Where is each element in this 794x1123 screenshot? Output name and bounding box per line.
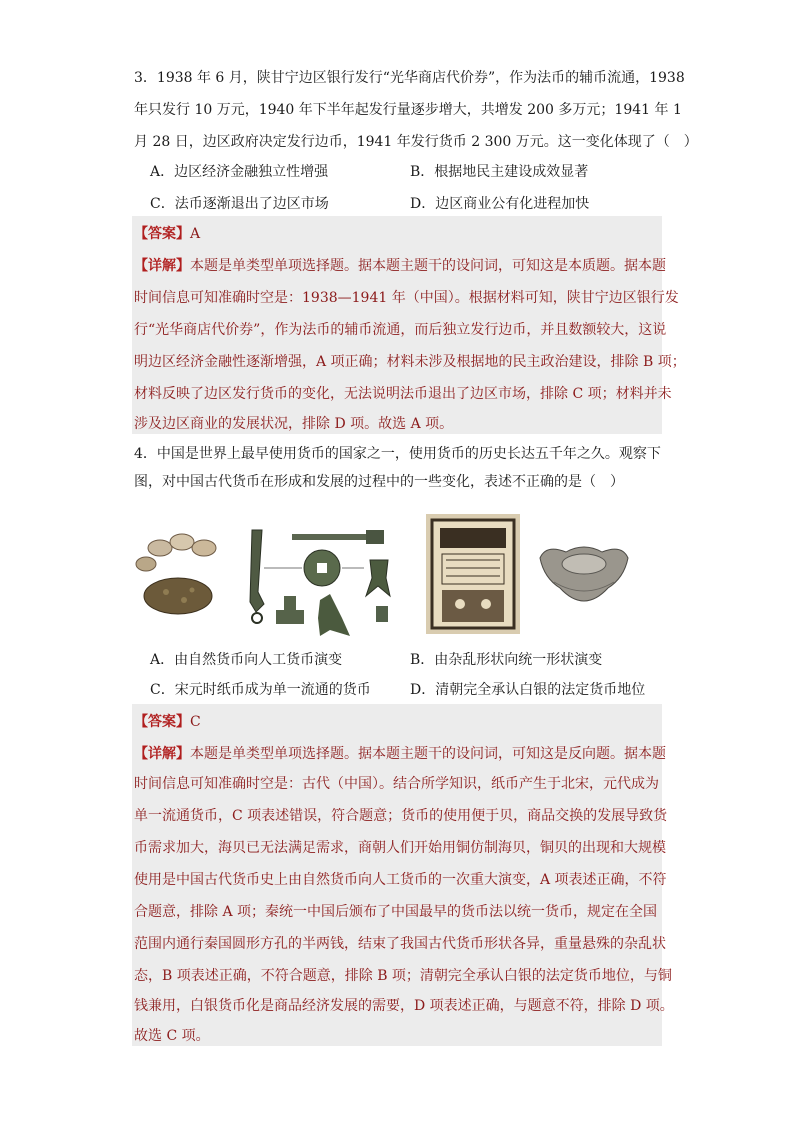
q3-explain-line-1 bbox=[134, 256, 666, 276]
q3-explain-line-4: 明边区经济金融性逐渐增强，A 项正确；材料未涉及根据地的民主政治建设，排除 B 项； bbox=[134, 354, 686, 370]
q4-answer bbox=[134, 712, 201, 732]
q3-option-d: D．边区商业公有化进程加快 bbox=[410, 196, 590, 212]
q4-explain-line-6: 合题意，排除 A 项；秦统一中国后颁布了中国最早的货币法以统一货币，规定在全国 bbox=[134, 904, 658, 920]
q4-explain-line-7: 范围内通行秦国圆形方孔的半两钱，结束了我国古代货币形状各异，重量悬殊的杂乱状 bbox=[134, 936, 666, 952]
q4-explain-line-2: 时间信息可知准确时空是：古代（中国）。结合所学知识，纸币产生于北宋，元代成为 bbox=[134, 776, 659, 792]
q4-explain-line-5: 使用是中国古代货币史上由自然货币向人工货币的一次重大演变，A 项表述正确，不符 bbox=[134, 872, 667, 888]
q4-option-c: C．宋元时纸币成为单一流通的货币 bbox=[150, 682, 371, 698]
q3-stem-line-2: 年只发行 10 万元，1940 年下半年起发行量逐步增大，共增发 200 多万元；1941 年 1 bbox=[134, 102, 682, 118]
q3-option-b: B．根据地民主建设成效显著 bbox=[410, 164, 589, 180]
shells-image bbox=[132, 528, 228, 618]
q4-answer-value: C bbox=[190, 714, 201, 730]
q4-explain-line-9: 钱兼用，白银货币化是商品经济发展的需要，D 项表述正确，与题意不符，排除 D 项。 bbox=[134, 998, 674, 1014]
q3-explain-text-1: 本题是单类型单项选择题。据本题主题干的设问词，可知这是本质题。据本题 bbox=[190, 258, 666, 274]
q3-option-a: A．边区经济金融独立性增强 bbox=[150, 164, 329, 180]
q3-explain-line-3: 行“光华商店代价券”，作为法币的辅币流通，而后独立发行边币，并且数额较大，这说 bbox=[134, 322, 667, 338]
q3-stem-line-3: 月 28 日，边区政府决定发行边币，1941 年发行货币 2 300 万元。这一变化体现了（ ） bbox=[134, 134, 698, 150]
q4-explain-line-10: 故选 C 项。 bbox=[134, 1028, 210, 1044]
q3-answer bbox=[134, 224, 200, 244]
q4-explain-line-3: 单一流通货币，C 项表述错误，符合题意；货币的使用便于贝，商品交换的发展导致货 bbox=[134, 808, 668, 824]
q3-stem-line-1: 3．1938 年 6 月，陕甘宁边区银行发行“光华商店代价券”，作为法币的辅币流通，1938 bbox=[134, 70, 685, 86]
ancient-coins-image bbox=[246, 526, 396, 640]
q4-explain-line-8: 态，B 项表述正确，不符合题意，排除 B 项；清朝完全承认白银的法定货币地位，与铜 bbox=[134, 968, 672, 984]
q4-stem-line-1: 4．中国是世界上最早使用货币的国家之一，使用货币的历史长达五千年之久。观察下 bbox=[134, 446, 661, 462]
q3-explain-tag: 【详解】 bbox=[134, 258, 190, 274]
q4-option-b: B．由杂乱形状向统一形状演变 bbox=[410, 652, 603, 668]
q4-explain-line-1 bbox=[134, 744, 666, 764]
q4-explain-text-1: 本题是单类型单项选择题。据本题主题干的设问词，可知这是反向题。据本题 bbox=[190, 746, 666, 762]
q4-stem-line-2: 图，对中国古代货币在形成和发展的过程中的一些变化，表述不正确的是（ ） bbox=[134, 474, 624, 490]
q3-option-c: C．法币逐渐退出了边区市场 bbox=[150, 196, 329, 212]
q4-option-d: D．清朝完全承认白银的法定货币地位 bbox=[410, 682, 646, 698]
q3-answer-tag: 【答案】 bbox=[134, 226, 190, 242]
q3-explain-line-5: 材料反映了边区发行货币的变化，无法说明法币退出了边区市场，排除 C 项；材料并未 bbox=[134, 386, 672, 402]
silver-ingot-image bbox=[536, 538, 632, 618]
paper-money-image bbox=[426, 514, 520, 634]
q3-explain-line-2: 时间信息可知准确时空是：1938—1941 年（中国）。根据材料可知，陕甘宁边区银行发 bbox=[134, 290, 679, 306]
q3-answer-value: A bbox=[190, 226, 201, 242]
q3-explain-line-6: 涉及边区商业的发展状况，排除 D 项。故选 A 项。 bbox=[134, 416, 454, 432]
q4-answer-tag: 【答案】 bbox=[134, 714, 190, 730]
q4-explain-tag: 【详解】 bbox=[134, 746, 190, 762]
q4-explain-line-4: 币需求加大，海贝已无法满足需求，商朝人们开始用铜仿制海贝，铜贝的出现和大规模 bbox=[134, 840, 666, 856]
q4-option-a: A．由自然货币向人工货币演变 bbox=[150, 652, 343, 668]
